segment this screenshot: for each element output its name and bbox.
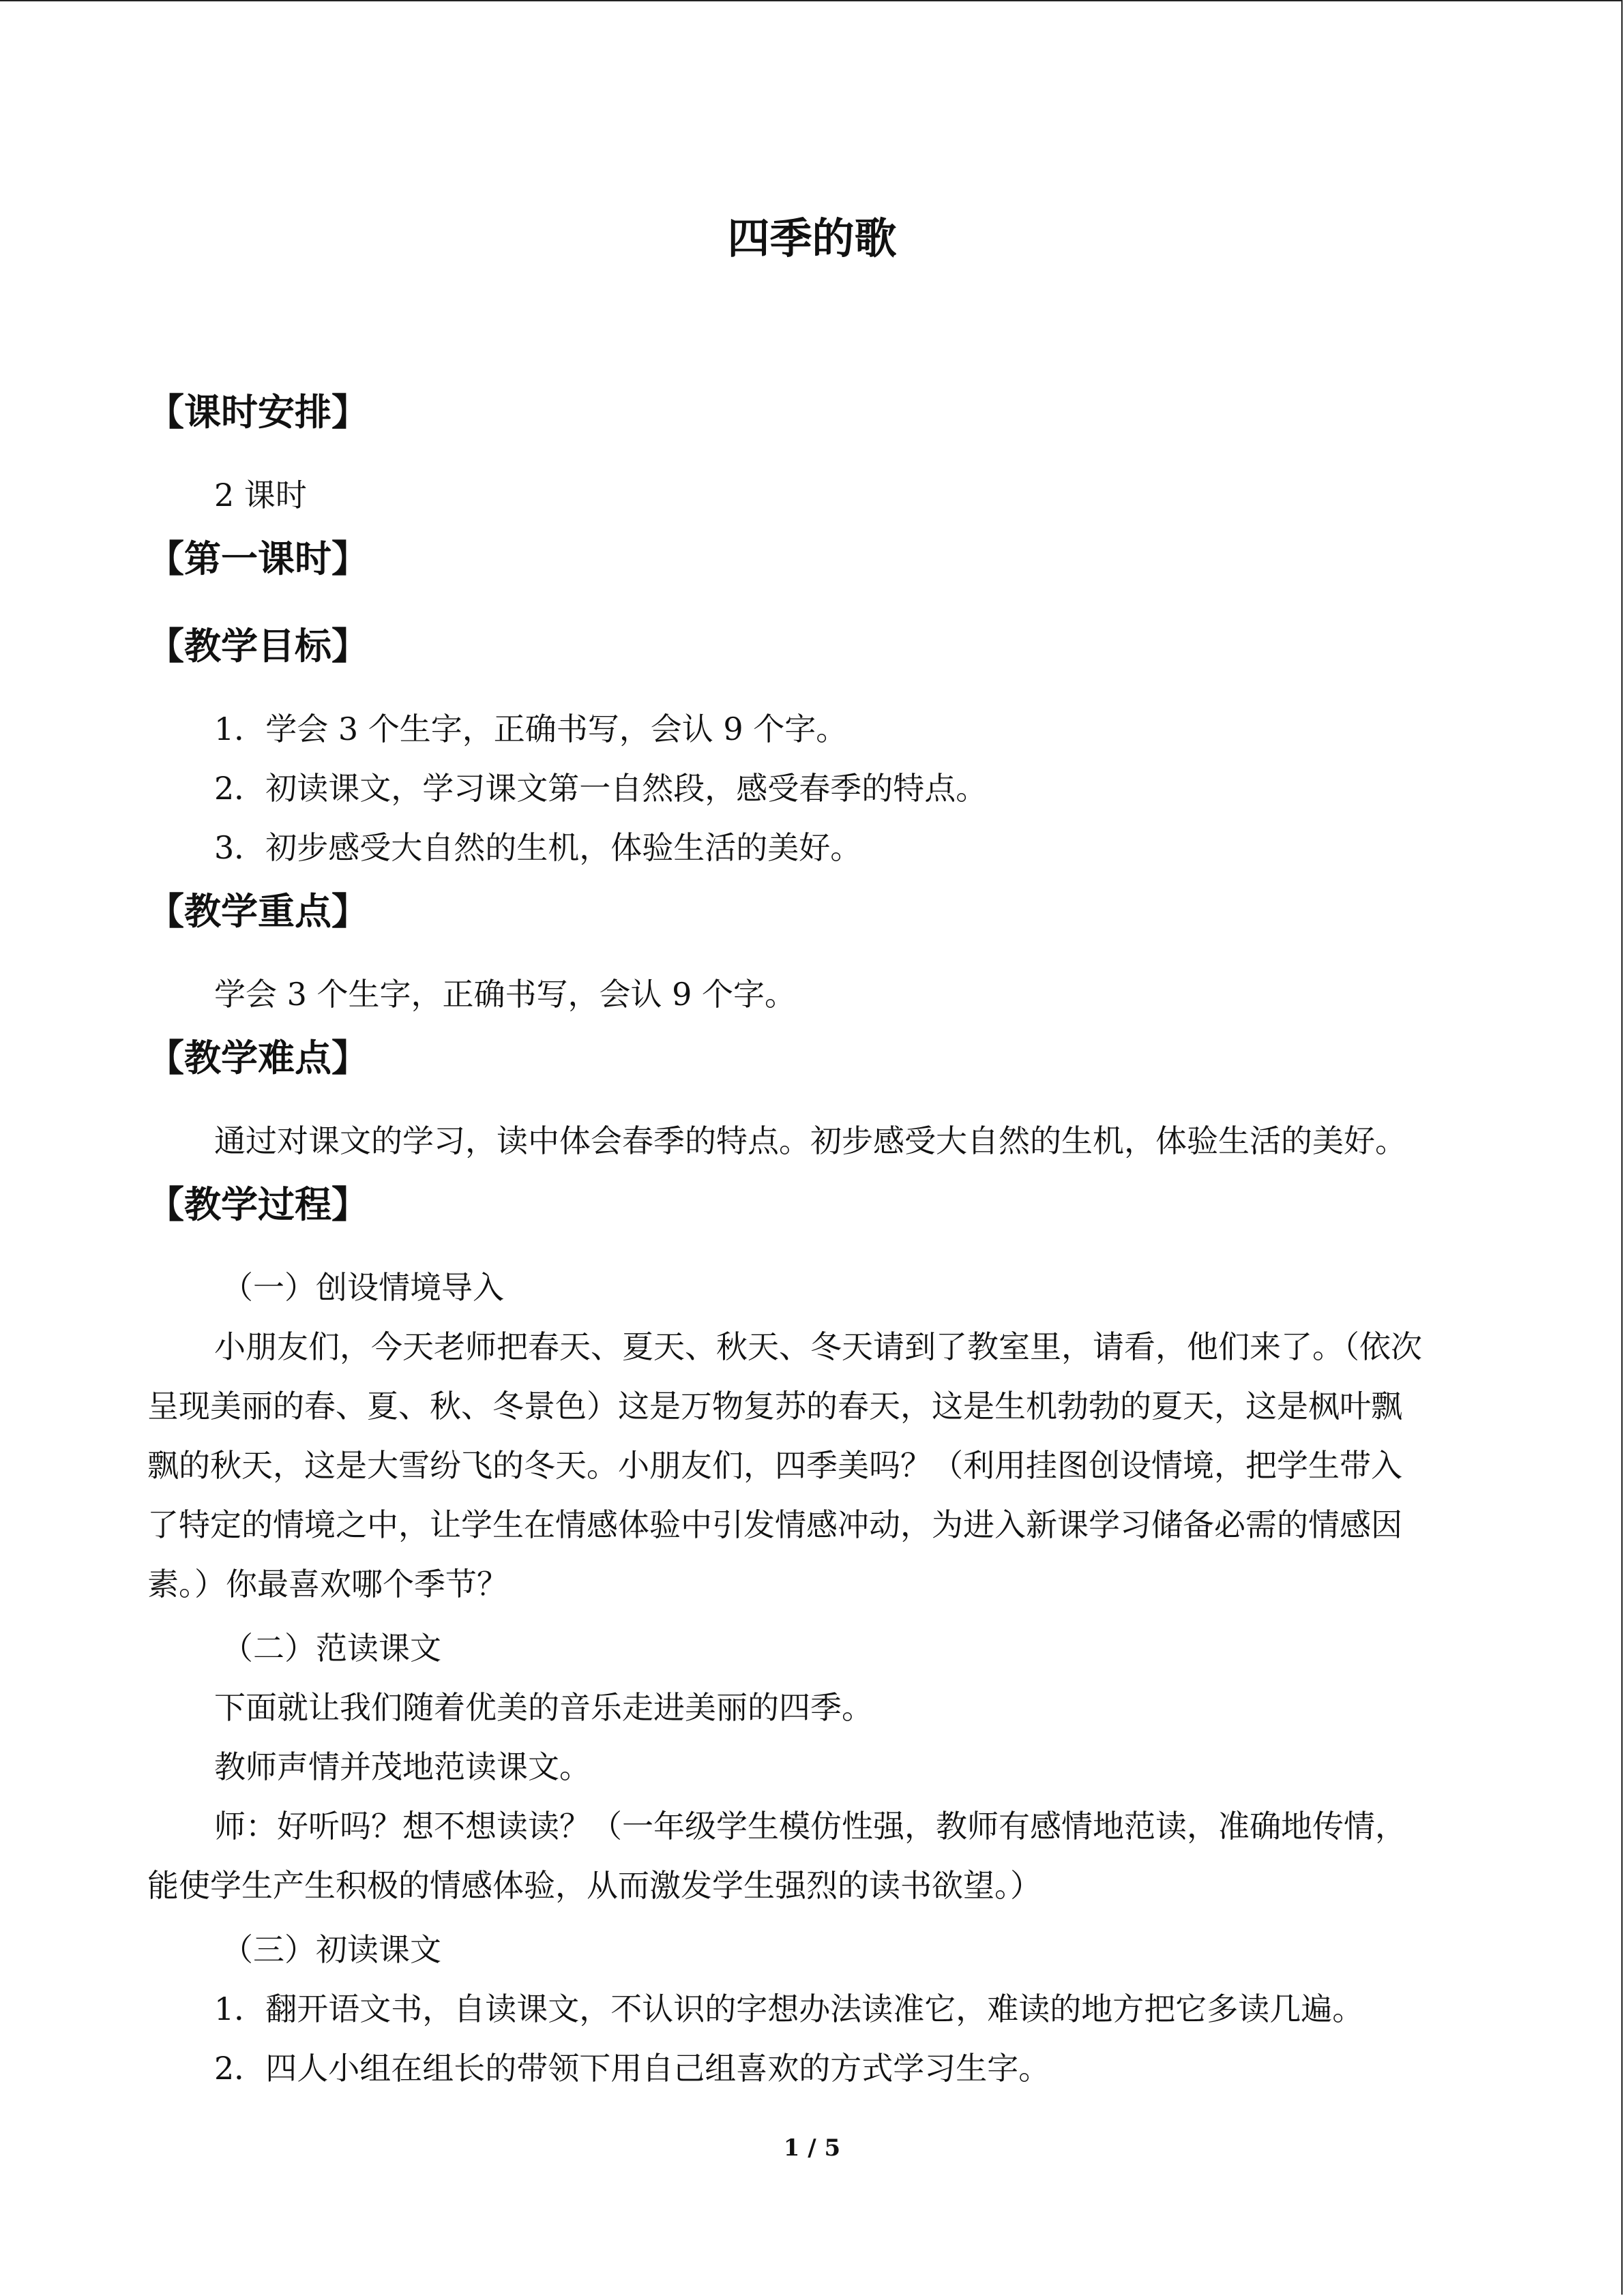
heading-difficulties: 【教学难点】 [147,1037,368,1079]
goal-item: 3．初步感受大自然的生机，体验生活的美好。 [214,829,862,866]
paragraph-line: 师：好听吗？想不想读读？（一年级学生模仿性强，教师有感情地范读，准确地传情， [214,1808,1406,1845]
goal-item: 1．学会 3 个生字，正确书写，会认 9 个字。 [214,711,848,747]
document-title: 四季的歌 [727,213,897,263]
key-points-text: 学会 3 个生字，正确书写，会认 9 个字。 [214,976,797,1013]
heading-teaching-goals: 【教学目标】 [147,625,368,668]
paragraph-line: 飘的秋天，这是大雪纷飞的冬天。小朋友们，四季美吗？（利用挂图创设情境，把学生带入 [147,1447,1402,1484]
paragraph-line: 教师声情并茂地范读课文。 [214,1748,591,1785]
difficulties-text: 通过对课文的学习，读中体会春季的特点。初步感受大自然的生机，体验生活的美好。 [214,1122,1406,1159]
paragraph-line: 小朋友们，今天老师把春天、夏天、秋天、冬天请到了教室里，请看，他们来了。（依次 [214,1328,1422,1365]
process-part-title: （二）范读课文 [222,1630,441,1667]
heading-key-points: 【教学重点】 [147,890,368,933]
list-item: 2．四人小组在组长的带领下用自己组喜欢的方式学习生字。 [214,2050,1050,2087]
process-part-title: （一）创设情境导入 [222,1269,504,1306]
paragraph-line: 下面就让我们随着优美的音乐走进美丽的四季。 [214,1689,873,1726]
paragraph-line: 了特定的情境之中，让学生在情感体验中引发情感冲动，为进入新课学习储备必需的情感因 [147,1506,1402,1543]
heading-teaching-process: 【教学过程】 [147,1183,368,1226]
heading-schedule: 【课时安排】 [147,391,368,434]
process-part-title: （三）初读课文 [222,1931,441,1968]
paragraph-line: 呈现美丽的春、夏、秋、冬景色）这是万物复苏的春天，这是生机勃勃的夏天，这是枫叶飘 [147,1388,1402,1425]
list-item: 1．翻开语文书，自读课文，不认识的字想办法读准它，难读的地方把它多读几遍。 [214,1991,1364,2027]
paragraph-line: 能使学生产生积极的情感体验，从而激发学生强烈的读书欲望。） [147,1867,1042,1904]
heading-first-lesson: 【第一课时】 [147,537,368,580]
goal-item: 2．初读课文，学习课文第一自然段，感受春季的特点。 [214,770,988,807]
paragraph-line: 素。）你最喜欢哪个季节？ [147,1566,508,1602]
schedule-text: 2 课时 [214,477,307,513]
page-number: 1 / 5 [783,2134,841,2162]
